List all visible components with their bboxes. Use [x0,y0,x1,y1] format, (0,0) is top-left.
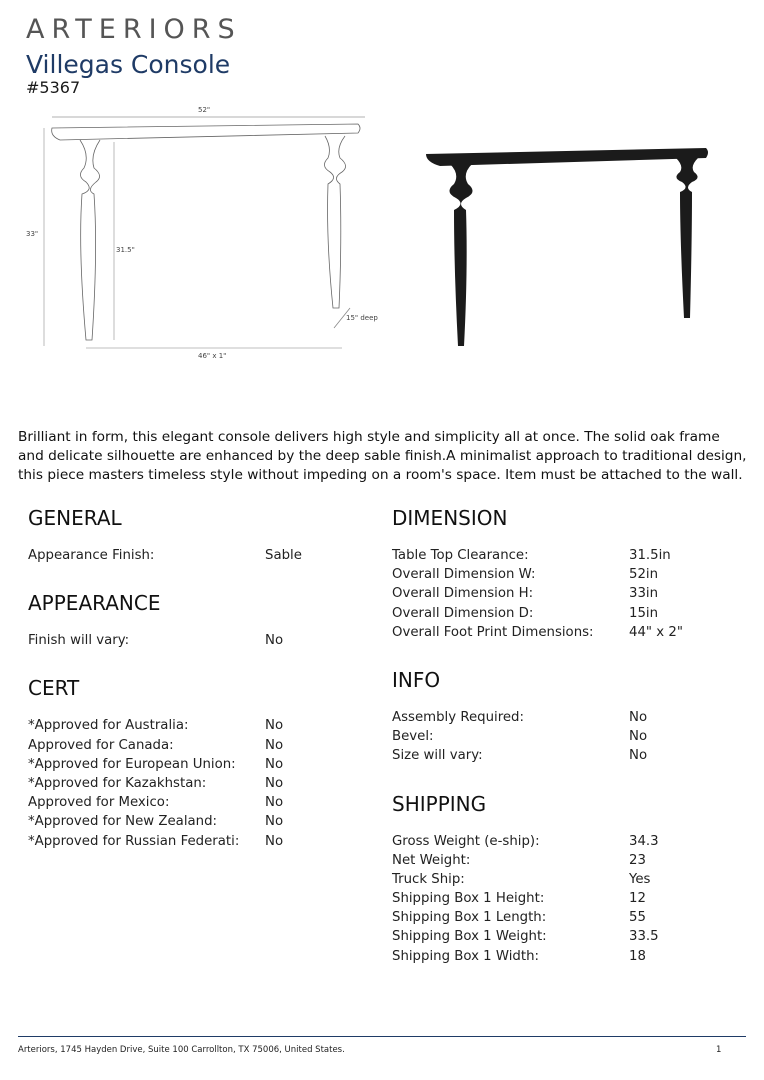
spec-label: Shipping Box 1 Length: [392,910,547,926]
spec-label: Shipping Box 1 Width: [392,948,539,964]
spec-value: 31.5in [629,548,671,563]
product-title: Villegas Console [26,50,231,79]
spec-row [392,729,752,748]
spec-value: No [265,737,284,753]
spec-label: Overall Dimension W: [392,567,536,583]
dimension-rows [392,548,752,644]
spec-label: Gross Weight (e-ship): [392,833,540,849]
spec-row [392,910,752,929]
spec-value: No [265,775,284,791]
shipping-rows [392,834,752,968]
spec-row [392,891,752,910]
spec-row [392,949,752,968]
spec-label: Overall Foot Print Dimensions: [392,624,594,640]
spec-row [28,795,348,814]
spec-label: Shipping Box 1 Weight: [392,929,547,945]
spec-label: Table Top Clearance: [392,548,529,563]
spec-value: No [265,814,284,830]
dim-clearance-label: 31.5" [116,246,135,254]
dim-footprint-label: 46" x 1" [198,352,227,360]
spec-label: Assembly Required: [392,709,524,725]
spec-row [392,872,752,891]
spec-value: 33in [629,586,659,602]
spec-value: No [629,729,648,745]
spec-row [392,586,752,605]
spec-value: 34.3 [629,833,659,849]
spec-value: 18 [629,948,646,964]
spec-value: 23 [629,852,646,868]
spec-label: Appearance Finish: [28,548,155,563]
dim-depth-label: 15" deep [346,314,378,322]
spec-value: 12 [629,891,646,907]
spec-label: Shipping Box 1 Height: [392,891,545,907]
section-title-appearance: APPEARANCE [28,591,161,616]
footer-address: Arteriors, 1745 Hayden Drive, Suite 100 Carrollton, TX 75006, United States. [18,1045,345,1055]
spec-row [28,814,348,833]
spec-row [28,548,348,567]
spec-row [28,757,348,776]
cert-rows [28,718,348,852]
section-title-dimension: DIMENSION [392,506,508,530]
general-rows [28,548,348,567]
spec-row [392,625,752,644]
spec-value: No [265,756,284,772]
spec-value: 33.5 [629,929,659,945]
spec-label: Bevel: [392,729,434,745]
spec-value: No [629,748,648,764]
spec-row [392,929,752,948]
product-sku: #5367 [26,78,81,97]
brand-logo: ARTERIORS [26,14,242,45]
spec-label: Net Weight: [392,852,471,868]
spec-label: Overall Dimension D: [392,605,534,621]
section-title-general: GENERAL [28,506,122,530]
product-description: Brilliant in form, this elegant console delivers high style and simplicity all at once. The solid oak frame and delicate silhouette are enhanced by the deep sable finish.A minimalist approach to traditional design, this piece masters timeless style without impeding on a room's space. Item must be attached to the wall. [18,429,747,483]
spec-row [392,834,752,853]
section-title-cert: CERT [28,676,80,701]
spec-row [392,710,752,729]
right-spec-column [392,506,752,968]
page-number: 1 [716,1045,722,1055]
dim-width-label: 52" [198,106,211,114]
footer-divider [18,1036,746,1037]
spec-value: No [629,709,648,725]
section-title-shipping: SHIPPING [392,791,487,816]
product-photo [400,100,750,370]
spec-value: No [265,718,284,734]
dimension-drawing [20,100,390,370]
spec-value: Yes [629,871,651,887]
spec-label: Approved for Mexico: [28,795,170,811]
spec-value: 52in [629,567,659,583]
spec-value: No [265,633,284,649]
spec-value: No [265,795,284,811]
spec-value: No [265,833,284,849]
spec-value: 15in [629,605,659,621]
spec-row [28,718,348,737]
spec-label: *Approved for European Union: [28,756,236,772]
spec-row [392,548,752,567]
spec-label: *Approved for Russian Federati: [28,833,240,849]
spec-row [28,776,348,795]
spec-value: Sable [265,548,302,563]
spec-label: Finish will vary: [28,633,130,649]
section-title-info: INFO [392,667,441,692]
spec-row [392,567,752,586]
info-rows [392,710,752,768]
left-spec-column [28,506,348,853]
dim-height-label: 33" [26,230,39,238]
spec-value: 55 [629,910,646,926]
spec-label: Approved for Canada: [28,737,174,753]
spec-row [392,606,752,625]
spec-row [392,853,752,872]
spec-label: *Approved for New Zealand: [28,814,218,830]
spec-label: Overall Dimension H: [392,586,534,602]
appearance-rows [28,633,348,652]
spec-value: 44" x 2" [629,624,683,640]
spec-label: *Approved for Kazakhstan: [28,775,207,791]
spec-row [28,633,348,652]
spec-row [392,748,752,767]
spec-row [28,834,348,853]
spec-row [28,738,348,757]
spec-label: Size will vary: [392,748,483,764]
spec-label: Truck Ship: [392,871,465,887]
spec-label: *Approved for Australia: [28,718,189,734]
